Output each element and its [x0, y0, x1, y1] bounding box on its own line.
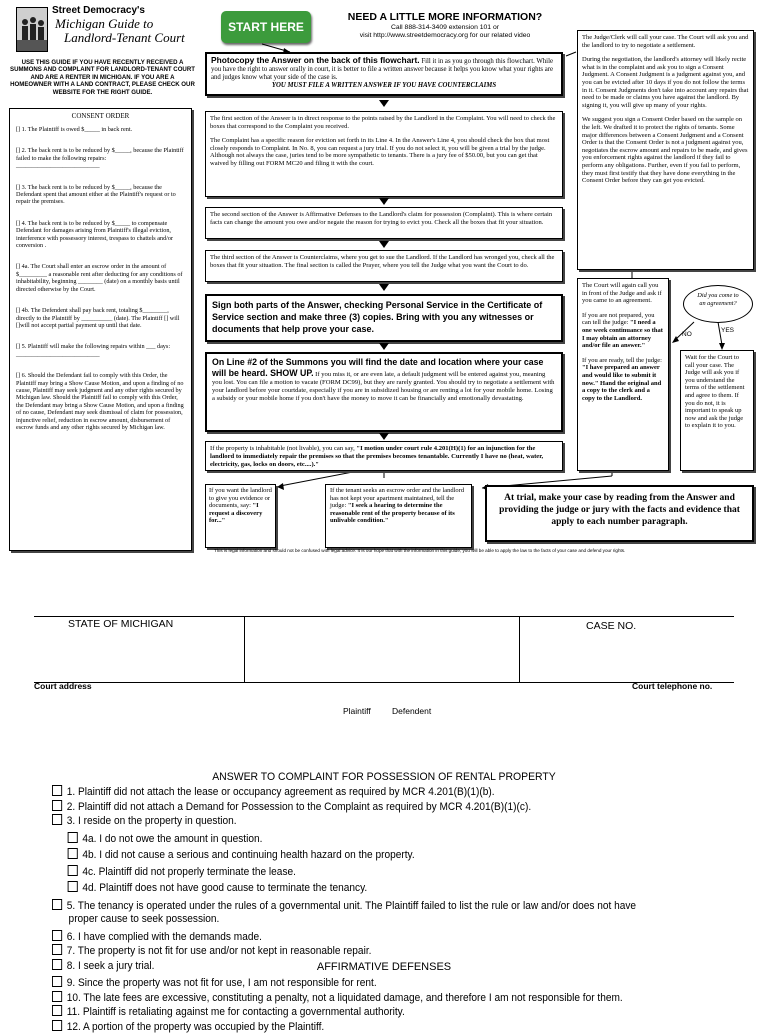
answer-item[interactable]: [52, 814, 705, 829]
answer-item[interactable]: [52, 899, 705, 914]
flow-step-trial: [485, 485, 754, 542]
answer-item[interactable]: [52, 1005, 705, 1020]
intro-text: USE THIS GUIDE IF YOU HAVE RECENTLY RECEIVED A SUMMONS AND COMPLAINT FOR LANDLORD-TENANT COURT AND ARE A RENTER IN MICHIGAN. IF YOU ARE A HOMEOWNER WITH A LAND CONTRACT, PLEASE CHECK OUR WEBSITE FOR THE RIGHT GUIDE.: [10, 59, 195, 96]
down-arrow-icon: [379, 343, 389, 350]
answer-item-text: 4b. I did not cause a serious and continuing health hazard on the property.: [82, 849, 414, 861]
checkbox[interactable]: [68, 865, 78, 876]
judge-p3: We suggest you sign a Consent Order based on the sample on the left. We drafted it to protect the rights of tenants. Some major differences between a Consent Judgment and a Consent Order is that the Consent Order is not a judgment against you, negotiates the escrow amount and repairs to be made, and gives you enforcement rights against the landlord if they fail to perform any obligations. Further, even if you fail to perform, they must first testify that they have done everything in the Consent Order before they can get you evicted.: [582, 116, 749, 184]
checkbox[interactable]: [52, 976, 62, 987]
answer-item-text: 9. Since the property was not fit for use, I am not responsible for rent.: [67, 977, 377, 989]
flow-step-affirmative: [205, 207, 563, 239]
guide-title-line2: Landlord-Tenant Court: [64, 30, 185, 46]
consent-order-box: [9, 108, 192, 551]
court-calls-again-box: [577, 278, 669, 471]
consent-item: [] 6. Should the Defendant fail to comply with this Order, the Plaintiff may bring a Show Cause Motion, and upon a finding of no cause, Plaintiff may seek judgment and any other rights secured by Michigan law. Should the Plaintiff fail to comply with this Order, the Defendant may bring a Show Cause Motion, and upon a finding of no cause, Defendant may seek dismissal of claim for possession, injunctive relief, reduction in escrow amount, disbursement of escrow funds and any other rights secured by Michigan law.: [16, 372, 185, 431]
answer-item-text: 11. Plaintiff is retaliating against me for contacting a governmental authority.: [67, 1006, 405, 1018]
flow-step-photocopy: [205, 52, 563, 96]
escrow-intro: If the tenant seeks an escrow order and the landlord has not kept your apartment maintained, tell the judge:: [330, 487, 464, 509]
answer-item-text: 7. The property is not fit for use and/or not kept in reasonable repair.: [67, 945, 372, 957]
answer-item[interactable]: [52, 976, 705, 991]
answer-item[interactable]: [52, 991, 705, 1006]
court-p3-quote: "I have prepared an answer and would like to submit it now." Hand the original and a copy to the clerk and a copy to the Landlord.: [582, 364, 661, 401]
answer-item-text: 5. The tenancy is operated under the rules of a governmental unit. The Plaintiff failed to list the rule or law and/or does not have: [67, 900, 636, 912]
answer-item-text: 4c. Plaintiff did not properly terminate the lease.: [82, 866, 296, 878]
agreement-decision-oval: [683, 285, 753, 323]
info-title: NEED A LITTLE MORE INFORMATION?: [316, 11, 574, 23]
state-label: STATE OF MICHIGAN: [68, 618, 173, 630]
counterclaims-text: The third section of the Answer is Counterclaims, where you get to sue the Landlord. If the Landlord has wronged you, check all the boxes that fit your situation. The final section is called the Prayer, where you tell the Judge what you want the Court to do.: [210, 254, 558, 269]
guide-title-line1: Michigan Guide to: [55, 16, 153, 32]
judge-p2: During the negotiation, the landlord's attorney will likely recite what is in the complaint and ask you to sign a Consent Judgment. A Consent Judgment is a judgment against you, and you can be evicted after 10 days if you do not follow the terms in it. Consent Judgments don't take into account any repairs that need to be made or claims you have against the landlord. By signing it, you will give up many of your rights.: [582, 56, 749, 109]
consent-item: [] 2. The back rent is to be reduced by $_____, because the Plaintiff failed to make the following repairs: ___________________________: [16, 147, 185, 169]
answer-item[interactable]: [52, 881, 705, 896]
checkbox[interactable]: [52, 944, 62, 955]
form-bottom-line: [34, 682, 734, 683]
court-phone-label: Court telephone no.: [632, 681, 712, 691]
escrow-quote: "I seek a hearing to determine the reasonable rent of the property because of its unlivable condition.": [330, 502, 455, 524]
show-up-body: If you miss it, or are even late, a default judgment will be entered against you, meaning you lost. You can file a motion to vacate (FORM DC99), but they are rarely granted. You should try to negotiate a settlement with your landlord before your courtdate, especially if you are in subsidized housing or are renting a lot for your mobile home. Losing a subsidy or your mobile home if you don't have the money to move it can be financially and emotionally devastating.: [212, 371, 554, 402]
down-arrow-icon: [379, 433, 389, 440]
photocopy-emphasis: YOU MUST FILE A WRITTEN ANSWER IF YOU HAVE COUNTERCLAIMS: [211, 82, 557, 90]
checkbox[interactable]: [52, 814, 62, 825]
answer-item[interactable]: [52, 930, 705, 945]
court-p3-intro: If you are ready, tell the judge:: [582, 357, 662, 364]
answer-item-text: 2. Plaintiff did not attach a Demand for Possession to the Complaint as required by MCR 4.201(B)(1)(c).: [67, 801, 531, 813]
checkbox[interactable]: [68, 848, 78, 859]
wait-text: Wait for the Court to call your case. The Judge will ask you if you understand the terms of the settlement and agree to them. If you do not, it is important to speak up now and ask the judge to explain it to you.: [685, 354, 749, 430]
discovery-quote: "I request a discovery for...": [209, 502, 262, 524]
court-p2-intro: If you are not prepared, you can tell the judge:: [582, 312, 655, 327]
answer-item-text: 4d. Plaintiff does not have good cause to terminate the tenancy.: [82, 882, 367, 894]
flow-step-escrow: [325, 484, 472, 548]
consent-order-title: CONSENT ORDER: [16, 112, 185, 120]
consent-item: [] 3. The back rent is to be reduced by $_____, because the Defendant spent that amount either at the Plaintiff's request or to repair the premises.: [16, 184, 185, 206]
checkbox[interactable]: [52, 785, 62, 796]
answer-item-text: 3. I reside on the property in question.: [67, 815, 237, 827]
answer-title: ANSWER TO COMPLAINT FOR POSSESSION OF RENTAL PROPERTY: [19, 771, 749, 783]
disclaimer: This is legal information and should not be confused with legal advice. It is our hope that with the information in this guide, you will be able to apply the law to the facts of your case and defend your rights.: [214, 548, 754, 553]
checkbox[interactable]: [52, 899, 62, 910]
inhabitable-quote: "I motion under court rule 4.201(H)(1) for an injunction for the landlord to immediately repair the premises so that the premises becomes tenantable. Currently I have no (heat, water, electricity, gas, locks on doors, etc....).": [210, 445, 543, 468]
affirmative-defenses-title: AFFIRMATIVE DEFENSES: [0, 961, 768, 973]
case-no-label: CASE NO.: [586, 620, 636, 632]
plaintiff-label: Plaintiff: [343, 706, 371, 716]
answer-item-text: 10. The late fees are excessive, constituting a penalty, not a liquidated damage, and therefore I am not responsible for them.: [67, 992, 623, 1004]
checkbox[interactable]: [52, 1005, 62, 1016]
flow-step-counterclaims: [205, 250, 563, 282]
answer-item-text: 1. Plaintiff did not attach the lease or occupancy agreement as required by MCR 4.201(B)(1)(b).: [67, 786, 495, 798]
down-arrow-icon: [379, 100, 389, 107]
checkbox[interactable]: [52, 991, 62, 1002]
consent-item: [] 4. The back rent is to be reduced by $_____ to compensate Defendant for damages arising from Plaintiff's illegal eviction, interference with possessory interest, trespass to chattels and/or conversion .: [16, 220, 185, 250]
consent-item: [] 5. Plaintiff will make the following repairs within ___ days: ___________________________: [16, 343, 185, 358]
flow-step-first-section: [205, 111, 563, 197]
checkbox[interactable]: [52, 800, 62, 811]
checkbox[interactable]: [68, 832, 78, 843]
answer-item[interactable]: [52, 848, 705, 863]
checkbox[interactable]: [52, 1020, 62, 1031]
court-p1: The Court will again call you in front of the Judge and ask if you came to an agreement.: [582, 282, 664, 305]
form-divider-right: [519, 616, 520, 683]
flow-step-discovery: [205, 484, 276, 548]
answer-item-text: 8. I seek a jury trial.: [67, 960, 155, 972]
agreement-question: Did you come to an agreement?: [697, 292, 738, 307]
answer-items: [52, 785, 762, 973]
checkbox[interactable]: [68, 881, 78, 892]
first-section-p2: The Complaint has a specific reason for eviction set forth in its Line 4. In the Answer's Line 4, you should check the box that most closely responds to Complaint. In No. 8, you can request a jury trial. If you do not select it, you will be given a trial by the judge. Although not always the case, juries tend to be more sympathetic to tenants. There is a jury fee of $50.00, but you can get that waived by filling out FORM MC20 and filing it with the court.: [210, 137, 558, 167]
consent-item: [] 4a. The Court shall enter an escrow order in the amount of $_________ a reasonable rent after deducting for any conditions of inhabitability, beginning ________ (date) on a monthly basis until directed otherwise by the Court.: [16, 263, 185, 293]
affirmative-text: The second section of the Answer is Affirmative Defenses to the Landlord's claim for possession (Complaint). This is where certain facts can change the amount you owe and/or negate the reason for trying to evict you. Check all the boxes that fit your situation.: [210, 211, 558, 226]
no-label: NO: [682, 331, 692, 338]
show-up-title: On Line #2 of the Summons you will find the date and location where your case will be heard. SHOW UP.: [212, 357, 543, 378]
affirmative-items: [52, 976, 762, 1034]
wait-for-court-box: [680, 350, 754, 471]
consent-item: [] 4b. The Defendent shall pay back rent, totaling $________, directly to the Plaintiff by __________ (date). The Plaintiff [] will []will not accept partial payment up until that date.: [16, 307, 185, 329]
judge-negotiation-box: [577, 30, 754, 270]
answer-item-text: 6. I have complied with the demands made.: [67, 931, 262, 943]
answer-item[interactable]: [52, 944, 705, 959]
discovery-intro: If you want the landlord to give you evidence or documents, say:: [209, 487, 272, 509]
photocopy-title: Photocopy the Answer on the back of this flowchart.: [211, 55, 420, 65]
answer-item-text: 12. A portion of the property was occupied by the Plaintiff.: [67, 1021, 324, 1033]
consent-item: [] 1. The Plaintiff is owed $_____ in back rent.: [16, 126, 185, 133]
defendent-label: Defendent: [392, 706, 431, 716]
down-arrow-icon: [379, 241, 389, 248]
flow-step-show-up: [205, 352, 563, 432]
flow-step-inhabitable: [205, 441, 563, 471]
answer-item-continued: proper cause to seek possession.: [52, 913, 705, 927]
info-website: visit http://www.streetdemocracy.org for our related video: [316, 32, 574, 39]
checkbox[interactable]: [52, 930, 62, 941]
flow-step-sign: [205, 294, 563, 342]
judge-p1: The Judge/Clerk will call your case. The Court will ask you and the landlord to try to negotiate a settlement.: [582, 34, 749, 49]
form-divider-left: [244, 616, 245, 683]
photocopy-body: Fill it in as you go through this flowchart. While you have the right to answer orally in court, it is better to file a written answer because it helps you know what your rights are and judges know what your side of the case is.: [211, 58, 553, 81]
inhabitable-intro: If the property is inhabitable (not livable), you can say,: [210, 445, 356, 452]
trial-text: At trial, make your case by reading from the Answer and providing the judge or jury with the facts and evidence that apply to each number paragraph.: [495, 492, 744, 528]
answer-item[interactable]: [52, 800, 705, 815]
answer-item[interactable]: [52, 785, 705, 800]
yes-label: YES: [721, 327, 734, 334]
start-here-button[interactable]: START HERE: [221, 11, 311, 43]
first-section-p1: The first section of the Answer is in direct response to the points raised by the Landlord in the Complaint. You will need to check the boxes that correspond to the Complaint you received.: [210, 115, 558, 130]
form-top-line: [34, 616, 734, 617]
sign-text: Sign both parts of the Answer, checking Personal Service in the Certificate of Service section and make three (3) copies. Bring with you any witnesses or documents that help prove your case.: [212, 299, 556, 335]
answer-item[interactable]: [52, 832, 705, 847]
answer-item[interactable]: [52, 1020, 705, 1034]
down-arrow-icon: [379, 284, 389, 291]
info-phone: Call 888-314-3409 extension 101 or: [316, 24, 574, 31]
answer-item-text: 4a. I do not owe the amount in question.: [82, 833, 262, 845]
court-address-label: Court address: [34, 681, 92, 691]
answer-item[interactable]: [52, 865, 705, 880]
down-arrow-icon: [379, 198, 389, 205]
court-p2-quote: "I need a one week continuance so that I may obtain an attorney and/or file an answer.": [582, 319, 663, 349]
brand-name: Street Democracy's: [52, 5, 145, 16]
